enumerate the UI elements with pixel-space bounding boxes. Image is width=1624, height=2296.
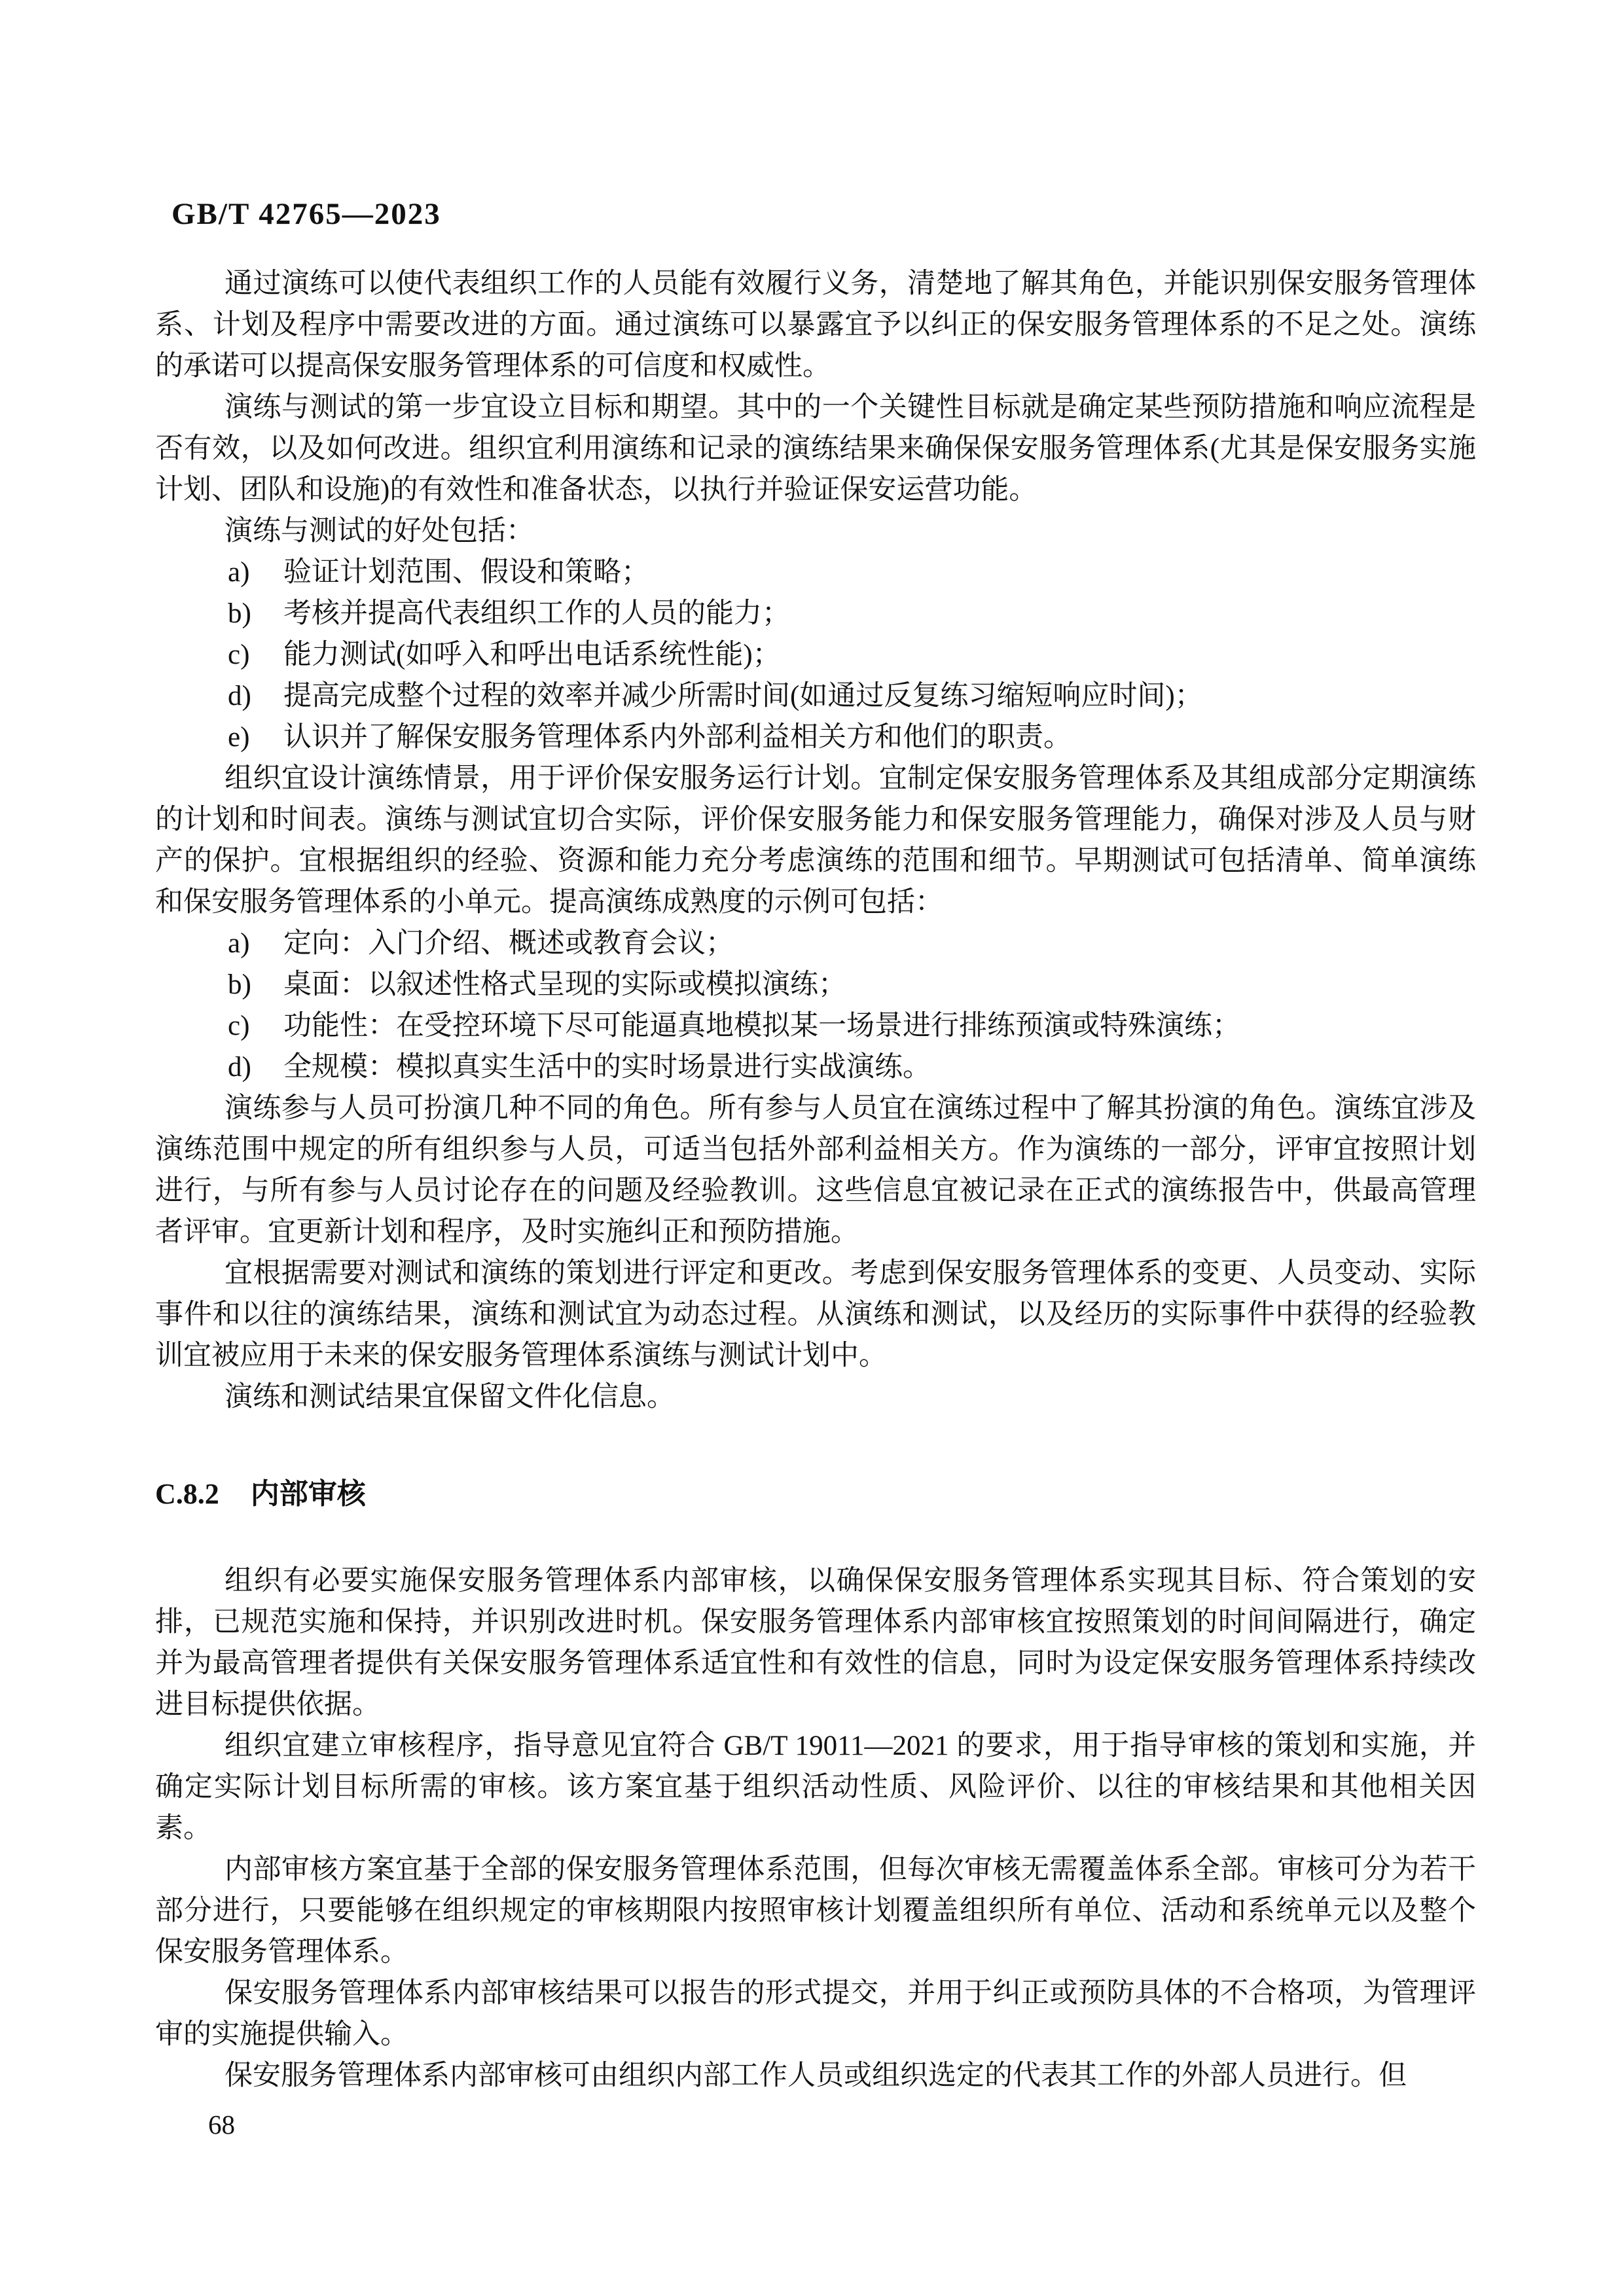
list-item-text: 桌面：以叙述性格式呈现的实际或模拟演练； <box>283 969 846 1000</box>
paragraph-exercise-first-step: 演练与测试的第一步宜设立目标和期望。其中的一个关键性目标就是确定某些预防措施和响应流程是否有效，以及如何改进。组织宜利用演练和记录的演练结果来确保保安服务管理体系(尤其是保安服务实施计划、团队和设施)的有效性和准备状态，以执行并验证保安运营功能。 <box>155 392 1476 505</box>
list-item <box>155 675 1476 717</box>
section-title: 内部审核 <box>250 1478 366 1510</box>
list-item-label: e) <box>228 722 250 753</box>
list-item-label: b) <box>228 969 251 1000</box>
section-heading-internal-audit <box>155 1473 1476 1515</box>
section-number: C.8.2 <box>155 1478 219 1510</box>
list-item-label: a) <box>228 557 250 588</box>
list-item <box>155 1047 1476 1088</box>
list-item <box>155 964 1476 1005</box>
document-body <box>155 263 1476 2096</box>
list-item <box>155 1005 1476 1047</box>
paragraph-audit-necessity: 组织有必要实施保安服务管理体系内部审核，以确保保安服务管理体系实现其目标、符合策划的安排，已规范实施和保持，并识别改进时机。保安服务管理体系内部审核宜按照策划的时间间隔进行，确定并为最高管理者提供有关保安服务管理体系适宜性和有效性的信息，同时为设定保安服务管理体系持续改进目标提供依据。 <box>155 1566 1476 1720</box>
list-item-label: c) <box>228 639 250 670</box>
list-item-label: d) <box>228 681 251 711</box>
list-item-text: 定向：入门介绍、概述或教育会议； <box>283 928 734 959</box>
paragraph-audit-scope: 内部审核方案宜基于全部的保安服务管理体系范围，但每次审核无需覆盖体系全部。审核可分为若干部分进行，只要能够在组织规定的审核期限内按照审核计划覆盖组织所有单位、活动和系统单元以及整个保安服务管理体系。 <box>155 1854 1476 1967</box>
list-item <box>155 552 1476 593</box>
list-item-text: 能力测试(如呼入和呼出电话系统性能)； <box>283 639 781 670</box>
list-item <box>155 593 1476 634</box>
list-item <box>155 634 1476 675</box>
paragraph-exercise-scenarios: 组织宜设计演练情景，用于评价保安服务运行计划。宜制定保安服务管理体系及其组成部分定期演练的计划和时间表。演练与测试宜切合实际，评价保安服务能力和保安服务管理能力，确保对涉及人员与财产的保护。宜根据组织的经验、资源和能力充分考虑演练的范围和细节。早期测试可包括清单、简单演练和保安服务管理体系的小单元。提高演练成熟度的示例可包括： <box>155 763 1476 918</box>
standard-number-header: GB/T 42765—2023 <box>171 197 441 231</box>
paragraph-audit-procedure: 组织宜建立审核程序，指导意见宜符合 GB/T 19011—2021 的要求，用于指导审核的策划和实施，并确定实际计划目标所需的审核。该方案宜基于组织活动性质、风险评价、以往的审核结果和其他相关因素。 <box>155 1731 1476 1844</box>
list-item-text: 提高完成整个过程的效率并减少所需时间(如通过反复练习缩短响应时间)； <box>283 681 1203 711</box>
paragraph-audit-personnel: 保安服务管理体系内部审核可由组织内部工作人员或组织选定的代表其工作的外部人员进行。但 <box>225 2060 1407 2091</box>
list-item-label: a) <box>228 928 250 959</box>
paragraph-exercise-benefits-intro: 通过演练可以使代表组织工作的人员能有效履行义务，清楚地了解其角色，并能识别保安服务管理体系、计划及程序中需要改进的方面。通过演练可以暴露宜予以纠正的保安服务管理体系的不足之处。演练的承诺可以提高保安服务管理体系的可信度和权威性。 <box>155 268 1476 382</box>
list-item-text: 认识并了解保安服务管理体系内外部利益相关方和他们的职责。 <box>283 722 1072 753</box>
paragraph-audit-report: 保安服务管理体系内部审核结果可以报告的形式提交，并用于纠正或预防具体的不合格项，为管理评审的实施提供输入。 <box>155 1978 1476 2050</box>
list-item-label: c) <box>228 1011 250 1041</box>
paragraph-participants-roles: 演练参与人员可扮演几种不同的角色。所有参与人员宜在演练过程中了解其扮演的角色。演练宜涉及演练范围中规定的所有组织参与人员，可适当包括外部利益相关方。作为演练的一部分，评审宜按照计划进行，与所有参与人员讨论存在的问题及经验教训。这些信息宜被记录在正式的演练报告中，供最高管理者评审。宜更新计划和程序，及时实施纠正和预防措施。 <box>155 1093 1476 1247</box>
paragraph-documented-info: 演练和测试结果宜保留文件化信息。 <box>225 1382 675 1412</box>
list-item-text: 全规模：模拟真实生活中的实时场景进行实战演练。 <box>283 1052 931 1083</box>
paragraph-benefits-lead-in: 演练与测试的好处包括： <box>225 516 534 547</box>
list-item-text: 功能性：在受控环境下尽可能逼真地模拟某一场景进行排练预演或特殊演练； <box>283 1011 1240 1041</box>
list-item-text: 考核并提高代表组织工作的人员的能力； <box>283 598 790 629</box>
paragraph-dynamic-process: 宜根据需要对测试和演练的策划进行评定和更改。考虑到保安服务管理体系的变更、人员变动、实际事件和以往的演练结果，演练和测试宜为动态过程。从演练和测试，以及经历的实际事件中获得的经验教训宜被应用于未来的保安服务管理体系演练与测试计划中。 <box>155 1258 1476 1371</box>
list-item <box>155 923 1476 964</box>
list-item-label: d) <box>228 1052 251 1083</box>
list-item-text: 验证计划范围、假设和策略； <box>283 557 649 588</box>
list-item-label: b) <box>228 598 251 629</box>
page-number: 68 <box>208 2109 235 2140</box>
list-item <box>155 717 1476 758</box>
